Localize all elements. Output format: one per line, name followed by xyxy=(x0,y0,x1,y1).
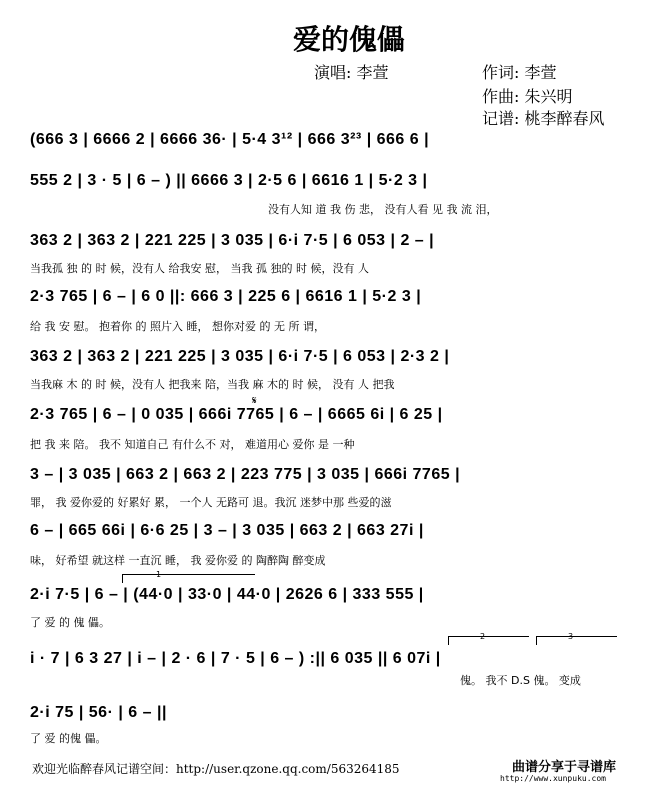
score-row-2-lyrics: 没有人知 道 我 伤 悲， 没有人看 见 我 流 泪， xyxy=(268,203,498,216)
score-row-8-notes: 6 – | 665 66i | 6·6 25 | 3 – | 3 035 | 663 2 | 663 27i | xyxy=(30,522,424,539)
score-row-4-notes: 2·3 765 | 6 – | 6 0 ||: 666 3 | 225 6 | 6616 1 | 5·2 3 | xyxy=(30,288,422,305)
score-row-11-notes: 2·i 75 | 56· | 6 – || xyxy=(30,704,167,721)
second-ending-number: 2 xyxy=(480,632,486,641)
score-row-5-lyrics: 当我麻 木 的 时 候，没有人 把我来 陪，当我 麻 木的 时 候， 没有 人 把我 xyxy=(30,378,395,391)
third-ending-bracket xyxy=(536,636,617,645)
score-row-3-notes: 363 2 | 363 2 | 221 225 | 3 035 | 6·i 7·5 | 6 053 | 2 – | xyxy=(30,232,435,249)
score-row-10-notes: i · 7 | 6 3 27 | i – | 2 · 6 | 7 · 5 | 6 – ) :|| 6 035 || 6 07i | xyxy=(30,650,441,667)
singer-credit: 演唱: 李萱 xyxy=(314,63,389,82)
score-row-2-notes: 555 2 | 3 · 5 | 6 – ) || 6666 3 | 2·5 6 | 6616 1 | 5·2 3 | xyxy=(30,172,428,189)
third-ending-number: 3 xyxy=(568,632,574,641)
score-row-6-notes: 2·3 765 | 6 – | 0 035 | 666i 7765 | 6 – | 6665 6i | 6 25 | xyxy=(30,406,443,423)
score-row-11-lyrics: 了 爱 的傀 儡。 xyxy=(30,732,107,745)
footer-site: http://www.xunpuku.com xyxy=(500,774,606,783)
second-ending-bracket xyxy=(448,636,529,645)
score-row-9-lyrics: 了 爱 的 傀 儡。 xyxy=(30,616,110,629)
score-row-3-lyrics: 当我孤 独 的 时 候，没有人 给我安 慰， 当我 孤 独的 时 候，没有 人 xyxy=(30,262,369,275)
score-row-1-notes: (666 3 | 6666 2 | 6666 36· | 5·4 3¹² | 666 3²³ | 666 6 | xyxy=(30,131,430,148)
lyricist-credit: 作词: 李萱 xyxy=(482,63,557,82)
score-row-10-lyrics: 傀。 我不 D.S 傀。 变成 xyxy=(460,674,581,687)
first-ending-bracket xyxy=(122,574,255,583)
song-title: 爱的傀儡 xyxy=(293,23,406,56)
first-ending-number: 1 xyxy=(156,570,162,579)
score-row-7-notes: 3 – | 3 035 | 663 2 | 663 2 | 223 775 | 3 035 | 666i 7765 | xyxy=(30,466,461,483)
score-row-5-notes: 363 2 | 363 2 | 221 225 | 3 035 | 6·i 7·5 | 6 053 | 2·3 2 | xyxy=(30,348,450,365)
score-row-8-lyrics: 味， 好希望 就这样 一直沉 睡， 我 爱你爱 的 陶醉陶 醉变成 xyxy=(30,554,326,567)
composer-credit: 作曲: 朱兴明 xyxy=(482,87,573,106)
footer-note: 欢迎光临醉春风记谱空间：http://user.qzone.qq.com/563264185 xyxy=(32,762,400,776)
score-row-9-notes: 2·i 7·5 | 6 – | (44·0 | 33·0 | 44·0 | 2626 6 | 333 555 | xyxy=(30,586,424,603)
footer-credit: 曲谱分享于寻谱库 xyxy=(512,760,617,775)
segno-sign: 𝄋 xyxy=(252,394,257,407)
score-row-7-lyrics: 罪， 我 爱你爱的 好累好 累， 一个人 无路可 退。我沉 迷梦中那 些爱的滋 xyxy=(30,496,392,509)
score-row-6-lyrics: 把 我 来 陪。 我不 知道自己 有什么不 对， 难道用心 爱你 是 一种 xyxy=(30,438,355,451)
score-row-4-lyrics: 给 我 安 慰。 抱着你 的 照片入 睡， 想你对爱 的 无 所 谓， xyxy=(30,320,325,333)
transcriber-credit: 记谱: 桃李醉春风 xyxy=(482,109,605,128)
